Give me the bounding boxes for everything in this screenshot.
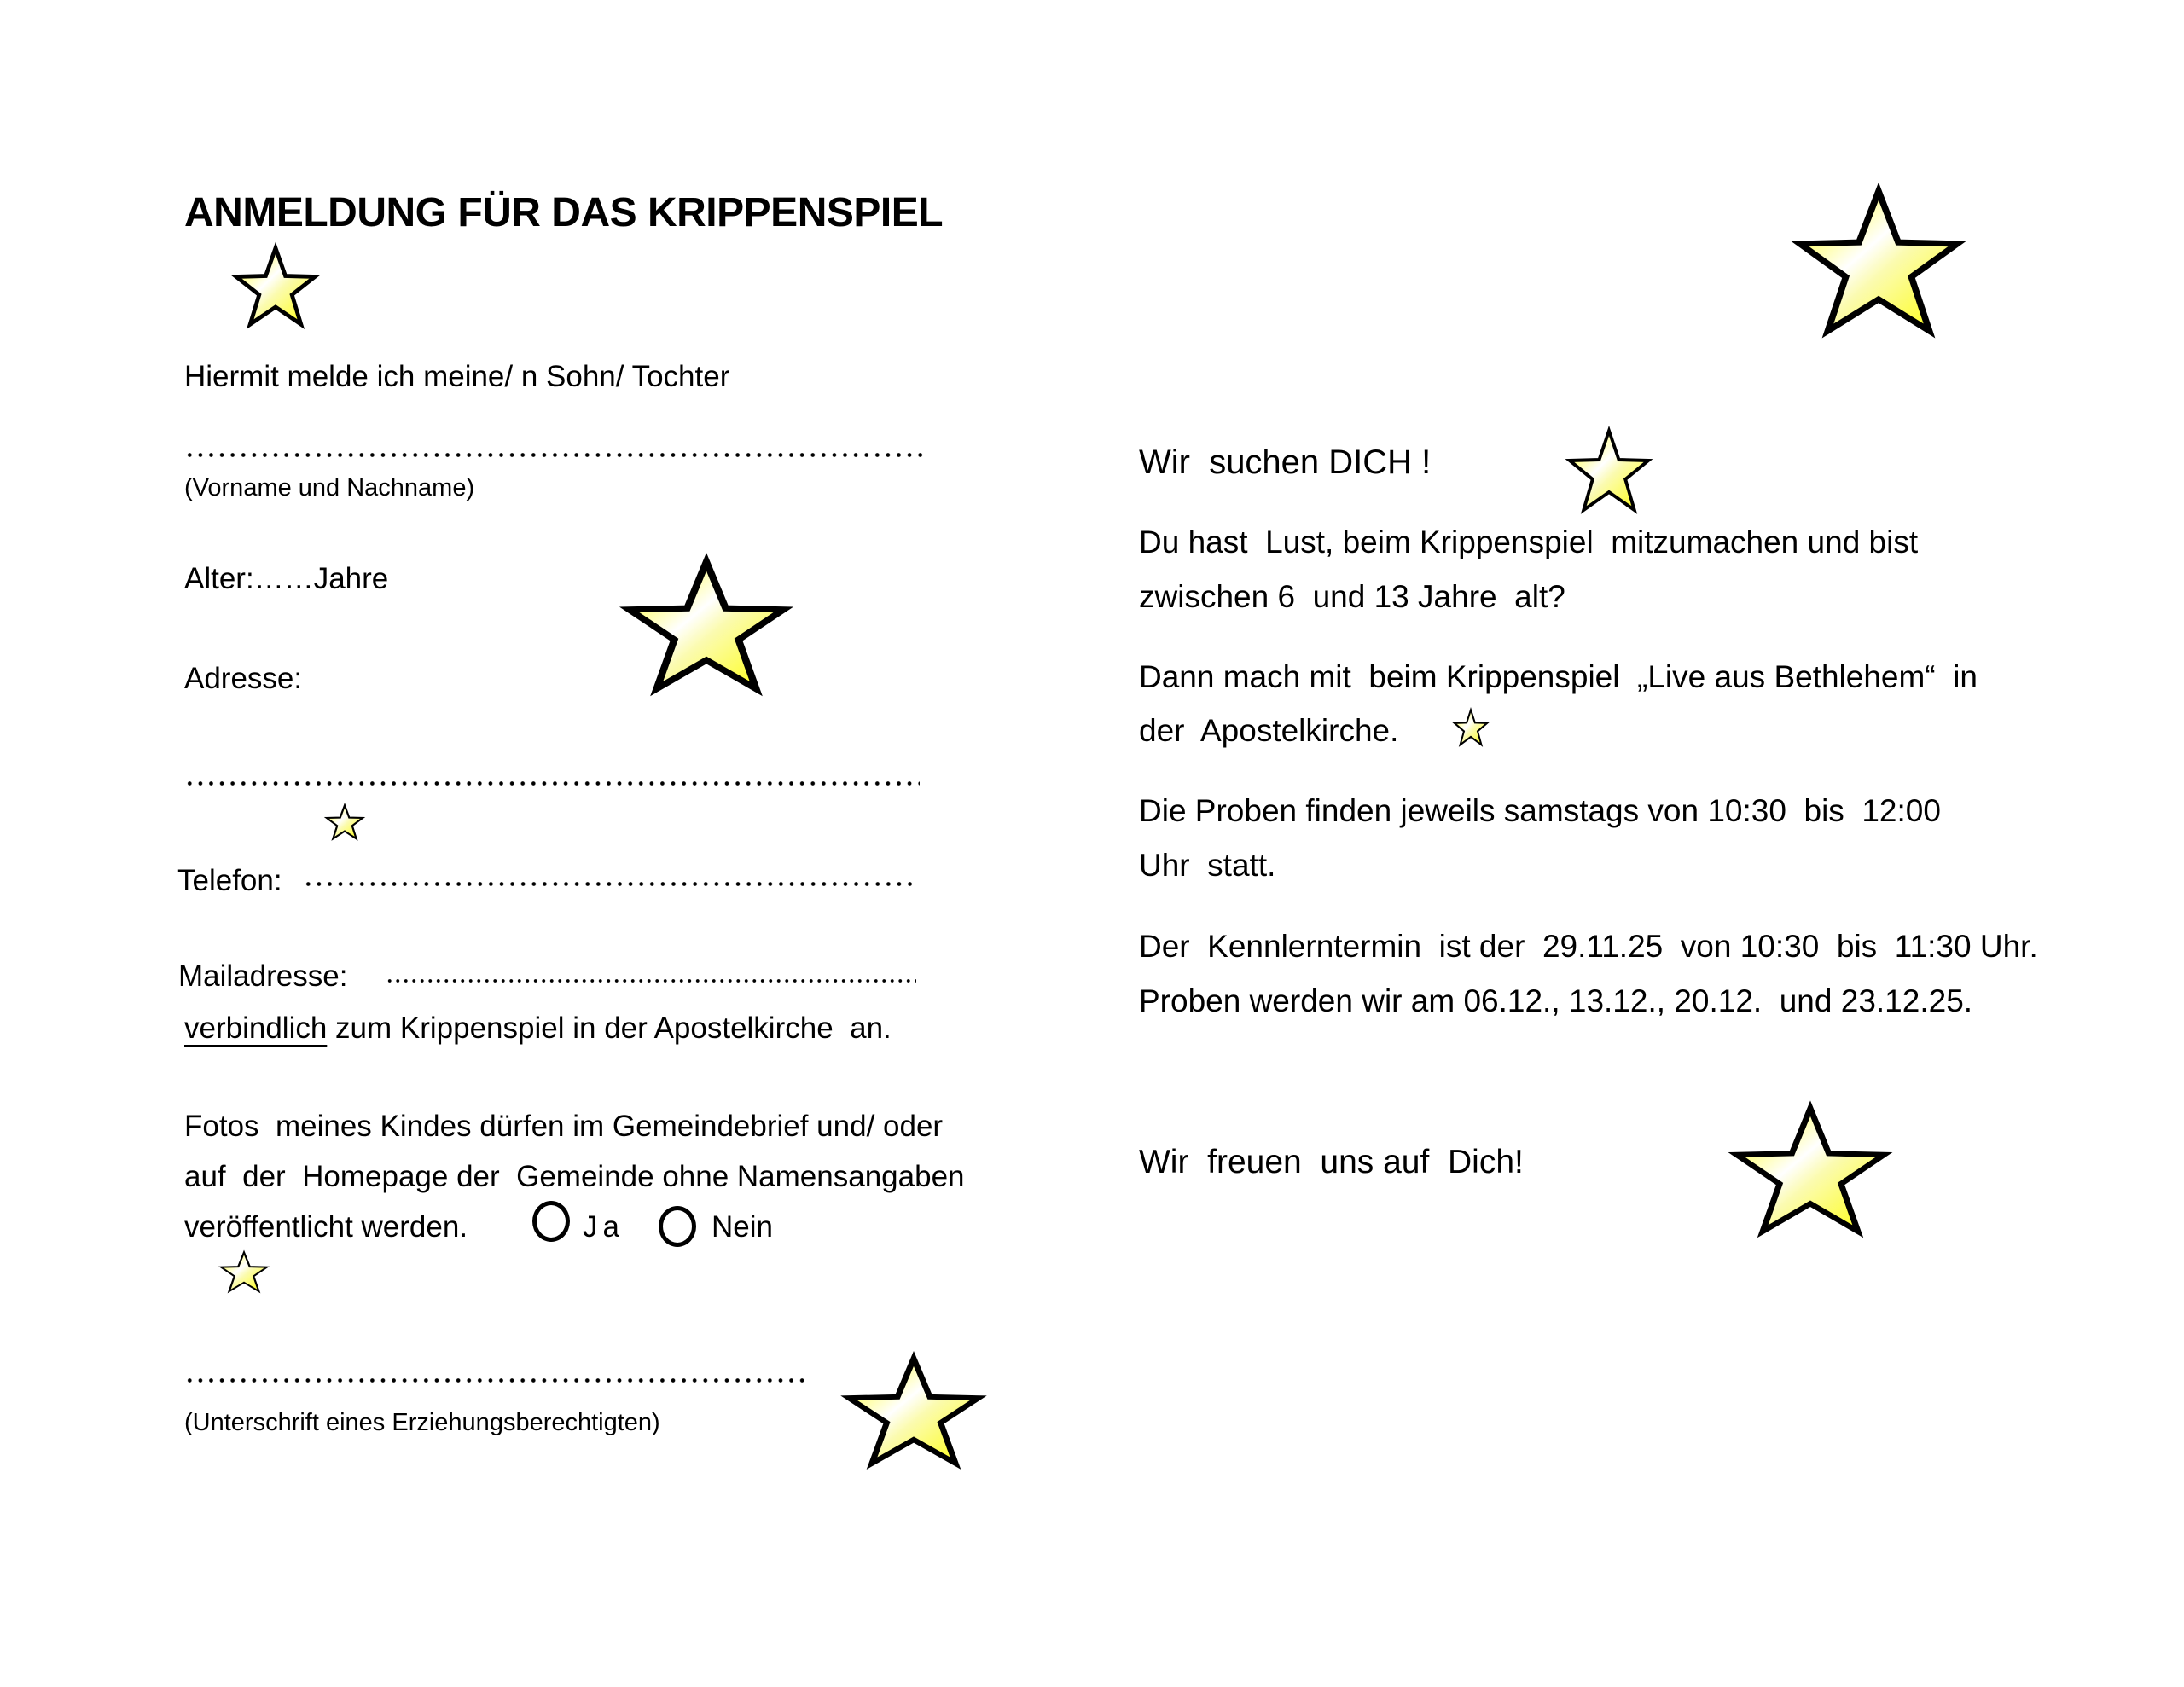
name-hint: (Vorname und Nachname) — [184, 474, 475, 501]
para1-line-1: Du hast Lust, beim Krippenspiel mitzumachen und bist — [1139, 525, 1919, 559]
photo-consent-line-2: auf der Homepage der Gemeinde ohne Namensangaben — [184, 1160, 965, 1193]
para4-line-1: Der Kennlerntermin ist der 29.11.25 von 10:30 bis 11:30 Uhr. — [1139, 929, 2038, 964]
address-input-line[interactable] — [184, 781, 920, 786]
signature-hint: (Unterschrift eines Erziehungsberechtigten) — [184, 1409, 660, 1436]
para3-line-1: Die Proben finden jeweils samstags von 10:30 bis 12:00 — [1139, 793, 1941, 828]
name-input-line[interactable] — [184, 453, 925, 457]
para2-line-1: Dann mach mit beim Krippenspiel „Live aus Bethlehem“ in — [1139, 659, 1978, 694]
radio-yes[interactable] — [532, 1201, 570, 1242]
photo-consent-line-1: Fotos meines Kindes dürfen im Gemeindebrief und/ oder — [184, 1110, 944, 1143]
address-label: Adresse: — [184, 662, 303, 695]
star-icon — [626, 558, 787, 694]
star-icon — [1454, 709, 1488, 746]
binding-word: verbindlich — [184, 1012, 328, 1045]
para1-line-2: zwischen 6 und 13 Jahre alt? — [1139, 579, 1565, 614]
star-icon — [326, 804, 363, 840]
email-label: Mailadresse: — [178, 959, 348, 993]
invitation-heading: Wir suchen DICH ! — [1139, 443, 1432, 481]
star-icon — [235, 244, 317, 329]
star-icon — [220, 1251, 268, 1293]
star-icon — [1568, 428, 1650, 513]
binding-rest: zum Krippenspiel in der Apostelkirche an. — [327, 1012, 892, 1045]
radio-no[interactable] — [659, 1206, 696, 1247]
para3-line-2: Uhr statt. — [1139, 848, 1276, 883]
star-icon — [846, 1355, 981, 1468]
form-title: ANMELDUNG FÜR DAS KRIPPENSPIEL — [184, 190, 944, 235]
binding-statement — [184, 1013, 892, 1043]
phone-label: Telefon: — [177, 864, 282, 897]
photo-consent-line-3: veröffentlicht werden. — [184, 1210, 468, 1244]
age-field[interactable]: Alter:……Jahre — [184, 562, 389, 595]
option-yes-label: Ja — [583, 1210, 624, 1244]
intro-text: Hiermit melde ich meine/ n Sohn/ Tochter — [184, 360, 730, 393]
closing-text: Wir freuen uns auf Dich! — [1139, 1144, 1524, 1180]
email-input-line[interactable] — [386, 979, 916, 983]
star-icon — [1797, 187, 1960, 337]
para4-line-2: Proben werden wir am 06.12., 13.12., 20.12. und 23.12.25. — [1139, 983, 1973, 1018]
phone-input-line[interactable] — [303, 882, 917, 886]
para2-line-2: der Apostelkirche. — [1139, 713, 1399, 748]
star-icon — [1734, 1104, 1887, 1237]
option-no-label: Nein — [712, 1210, 773, 1244]
signature-input-line[interactable] — [184, 1378, 804, 1383]
